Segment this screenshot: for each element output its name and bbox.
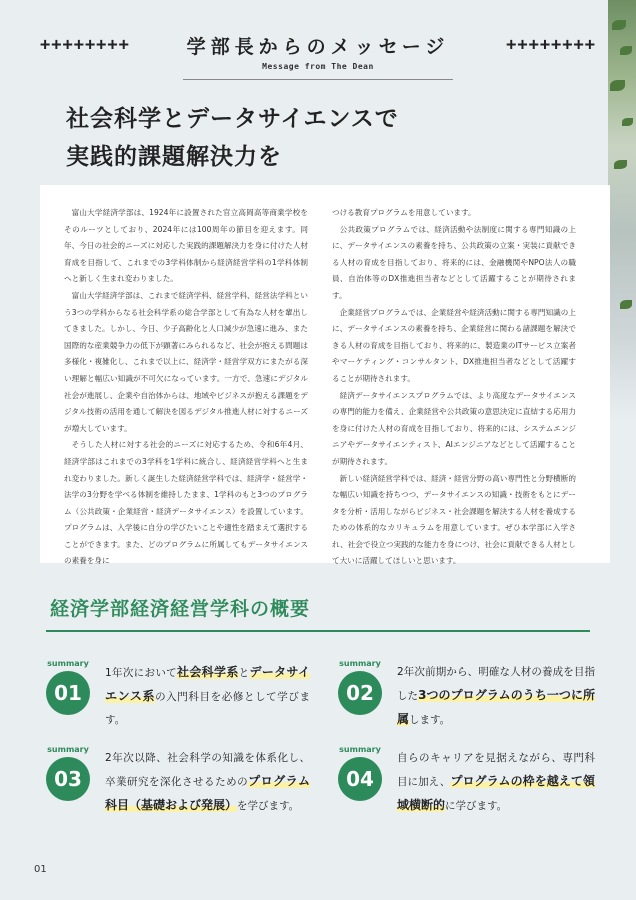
header-divider (183, 79, 453, 80)
message-header (40, 32, 596, 58)
summary-label: summary (339, 745, 381, 754)
page-number: 01 (34, 864, 47, 875)
plus-decoration-right: ++++++++ (506, 35, 596, 55)
summary-text-part: に学びます。 (445, 800, 508, 812)
summary-text-part: します。 (409, 714, 451, 726)
summary-highlight: 3つのプログラムのうち一つに所属 (397, 688, 596, 726)
message-panel (40, 185, 610, 566)
heading-line-1: 社会科学とデータサイエンスで (66, 106, 399, 132)
message-paragraph: そうした人材に対する社会的ニーズに対応するため、令和6年4月、経済学部はこれまでの3学科を1学科に統合し、経済経営学科へと生まれ変わりました。新しく誕生した経済経営学科では、経済学・経営学・法学の3分野を学べる体制を維持したまま、1学科のもと3つのプログラム（公共政策・企業経営・経済データサイエンス）を設置しています。プログラムは、入学後に自分の学びたいことや適性を踏まえて選択することができます。また、どのプログラムに所属してもデータサイエンスの素養を身に (64, 440, 308, 566)
message-paragraph: 公共政策プログラムでは、経済活動や法制度に関する専門知識の上に、データサイエンスの素養を持ち、公共政策の立案・実装に貢献できる人材の育成を目指しており、将来的には、金融機関やNPO法人の職員、自治体等のDX推進担当者などとして活躍することが期待されます。 (332, 224, 576, 300)
summary-highlight: 社会科学系 (177, 665, 239, 679)
summary-highlight: データサイエンス系 (105, 665, 310, 703)
summary-text (105, 661, 310, 732)
summary-item-02 (338, 659, 598, 749)
summary-label: summary (47, 659, 89, 668)
overview-divider (46, 630, 590, 632)
message-paragraph: 企業経営プログラムでは、企業経営や経済活動に関する専門知識の上に、データサイエンスの素養を持ち、企業経営に関わる諸課題を解決できる人材の育成を目指しており、将来的に、製造業のITサービス立案者やマーケティング・コンサルタント、DX推進担当者などとして活躍することが期待されます。 (332, 307, 576, 383)
heading-line-2: 実践的課題解決力を (66, 144, 282, 170)
page-heading (66, 100, 586, 176)
summary-text-part: を学びます。 (237, 800, 300, 812)
summary-label: summary (47, 745, 89, 754)
summary-text-part: 1年次において (105, 667, 177, 679)
summary-item-03 (46, 745, 311, 835)
summary-item-01 (46, 659, 310, 749)
summary-text (397, 661, 595, 732)
message-subtitle: Message from The Dean (262, 62, 374, 71)
message-column-right (332, 205, 576, 570)
message-title: 学部長からのメッセージ (186, 35, 450, 58)
summary-item-04 (338, 745, 598, 835)
summary-number-badge: 01 (46, 671, 90, 715)
summary-label: summary (339, 659, 381, 668)
summary-text-part: 2年次以降、社会科学の知識を体系化し、卒業研究を深化させるための (105, 752, 310, 788)
summary-number-badge: 03 (46, 757, 90, 801)
summary-highlight: プログラムの枠を越えて領域横断的 (397, 774, 595, 812)
summary-text (397, 747, 595, 818)
message-paragraph: つける教育プログラムを用意しています。 (332, 208, 476, 217)
plus-decoration-left: ++++++++ (40, 35, 130, 55)
summary-text-part: 自らのキャリアを見据えながら、専門科目に加え、 (397, 752, 595, 788)
summary-text-part: の入門科目を必修として学びます。 (105, 691, 310, 726)
summary-highlight: プログラム科目（基礎および発展） (105, 774, 311, 812)
message-paragraph: 新しい経済経営学科では、経済・経営分野の高い専門性と分野横断的な幅広い知識を持ちつつ、データサイエンスの知識・技術をもとにデータを分析・活用しながらビジネス・社会課題を解決する人材を養成するための体系的なカリキュラムを用意しています。ぜひ本学部に入学され、社会で役立つ実践的な能力を身につけ、社会に貢献できる人材として大いに活躍してほしいと思います。 (332, 473, 576, 566)
message-paragraph: 経済データサイエンスプログラムでは、より高度なデータサイエンスの専門的能力を備え、企業経営や公共政策の意思決定に直結する応用力を身に付けた人材の育成を目指しており、将来的には、システムエンジニアやデータサイエンティスト、AIエンジニアなどとして活躍することが期待されます。 (332, 390, 576, 466)
message-paragraph: 富山大学経済学部は、これまで経済学科、経営学科、経営法学科という3つの学科からなる社会科学系の総合学部として有為な人材を輩出してきました。しかし、今日、少子高齢化と人口減少が急速に進み、また国際的な産業競争力の低下が顕著にみられるなど、社会が抱える問題は多様化・複雑化し、これまで以上に、経済学・経営学双方にまたがる深い理解と幅広い知識が不可欠になっています。一方で、急速にデジタル社会が進展し、企業や自治体からは、地域やビジネスが抱える課題をデジタル技術の活用を通して解決を図るデジタル推進人材に対するニーズが増大しています。 (64, 290, 308, 433)
summary-text-part: と (238, 667, 250, 679)
summary-number-badge: 04 (338, 757, 382, 801)
summary-text-part: 2年次前期から、明確な人材の養成を目指した (397, 666, 595, 702)
overview-title: 経済学部経済経営学科の概要 (50, 598, 311, 620)
message-column-left (64, 205, 308, 570)
summary-number-badge: 02 (338, 671, 382, 715)
message-paragraph: 富山大学経済学部は、1924年に設置された官立高岡高等商業学校をそのルーツとしており、2024年には100周年の節目を迎えます。同年、今日の社会的ニーズに対応した実践的課題解決力を身に付けた人材育成を目指して、これまでの3学科体制から経済経営学科の1学科体制へと新しく生まれ変わりました。 (64, 208, 308, 284)
summary-text (105, 747, 310, 818)
